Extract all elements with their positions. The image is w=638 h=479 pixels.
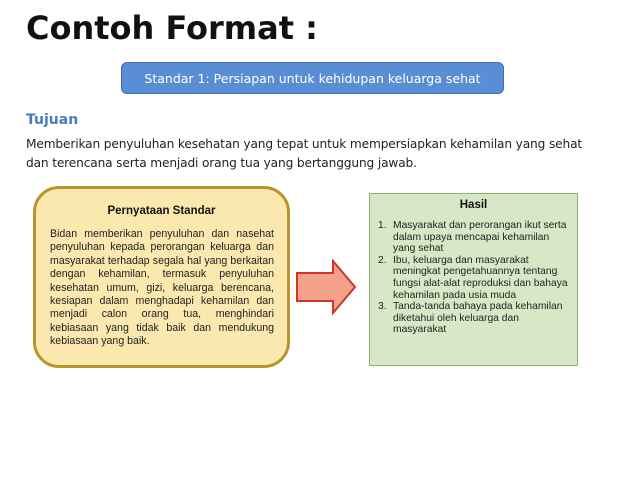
statement-box (33, 186, 290, 368)
standard-label: Standar 1: Persiapan untuk kehidupan keluarga sehat (144, 70, 481, 86)
result-item (378, 220, 573, 255)
goal-text: Memberikan penyuluhan kesehatan yang tepat untuk mempersiapkan kehamilan yang sehat dan terencana serta menjadi orang tua yang bertanggung jawab. (26, 137, 583, 170)
result-item-number: 2. (378, 254, 387, 266)
statement-title: Pernyataan Standar (107, 205, 216, 217)
result-item-text: Ibu, keluarga dan masyarakat meningkat pengetahuannya tentang fungsi alat-alat reproduksi dan bahaya kehamilan pada usia muda (393, 254, 568, 301)
result-title: Hasil (459, 199, 488, 211)
right-arrow-icon (295, 259, 357, 315)
result-item (378, 255, 573, 301)
result-item-number: 3. (378, 301, 387, 313)
result-list (378, 220, 573, 336)
standard-banner (121, 62, 504, 94)
page-title: Contoh Format : (26, 9, 318, 47)
result-box (369, 193, 578, 366)
result-item-text: Tanda-tanda bahaya pada kehamilan diketahui oleh keluarga dan masyarakat (393, 301, 563, 336)
goal-heading: Tujuan (26, 112, 79, 128)
statement-text: Bidan memberikan penyuluhan dan nasehat penyuluhan kepada perorangan keluarga dan masyarakat terhadap segala hal yang berkaitan dengan kehamilan, termasuk penyuluhan kesehatan umum, gizi, keluarga berencana, kesiapan dalam menghadapi kehamilan dan menjadi calon orang tua, menghindari kebiasaan yang tidak baik dan mendukung kebiasaan yang baik. (50, 228, 274, 348)
result-item-number: 1. (378, 220, 387, 231)
arrow-shape (297, 261, 355, 313)
result-item (378, 301, 573, 336)
result-item-text: Masyarakat dan perorangan ikut serta dalam upaya mencapai kehamilan yang sehat (393, 220, 567, 255)
